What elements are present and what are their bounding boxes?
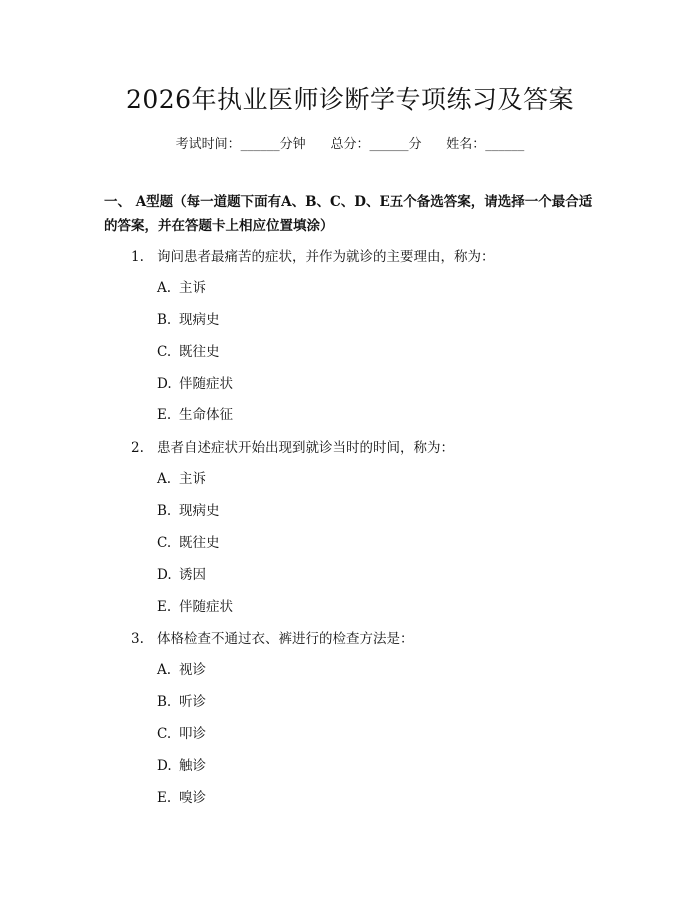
- option-1d: [157, 372, 233, 392]
- option-2b: [157, 499, 220, 519]
- option-letter: B.: [157, 503, 172, 519]
- question-1: [131, 245, 495, 265]
- option-letter: C.: [157, 344, 172, 360]
- option-3d: [157, 754, 206, 774]
- option-1b: [157, 308, 220, 328]
- option-2e: [157, 595, 233, 615]
- question-text: 患者自述症状开始出现到就诊当时的时间，称为：: [157, 440, 454, 456]
- option-3a: [157, 658, 206, 678]
- option-text: 诱因: [179, 567, 206, 583]
- option-text: 嗅诊: [179, 790, 206, 806]
- option-letter: A.: [157, 662, 172, 678]
- option-text: 主诉: [179, 471, 206, 487]
- option-1e: [157, 403, 233, 423]
- option-text: 伴随症状: [179, 376, 233, 392]
- option-1a: [157, 276, 206, 296]
- option-1c: [157, 340, 220, 360]
- option-text: 生命体征: [179, 407, 233, 423]
- section-number: 一、: [104, 194, 131, 210]
- question-text: 询问患者最痛苦的症状，并作为就诊的主要理由，称为：: [157, 249, 495, 265]
- option-text: 既往史: [179, 535, 220, 551]
- option-3b: [157, 690, 206, 710]
- option-letter: E.: [157, 790, 172, 806]
- question-3: [131, 627, 414, 647]
- option-letter: C.: [157, 726, 172, 742]
- option-2d: [157, 563, 206, 583]
- option-letter: B.: [157, 694, 172, 710]
- option-letter: E.: [157, 599, 172, 615]
- total-score-field: 总分：______分: [330, 137, 422, 152]
- section-instructions: A型题（每一道题下面有A、B、C、D、E五个备选答案，请选择一个最合适的答案，并在答题卡上相应位置填涂）: [104, 194, 593, 234]
- option-3e: [157, 786, 206, 806]
- option-letter: C.: [157, 535, 172, 551]
- option-text: 既往史: [179, 344, 220, 360]
- exam-time-field: 考试时间：______分钟: [175, 137, 306, 152]
- question-number: 2.: [131, 440, 144, 456]
- option-letter: A.: [157, 471, 172, 487]
- option-letter: D.: [157, 758, 172, 774]
- option-text: 触诊: [179, 758, 206, 774]
- option-3c: [157, 722, 206, 742]
- section-heading: [104, 190, 604, 238]
- option-letter: B.: [157, 312, 172, 328]
- option-text: 主诉: [179, 280, 206, 296]
- option-2a: [157, 467, 206, 487]
- option-text: 伴随症状: [179, 599, 233, 615]
- option-letter: A.: [157, 280, 172, 296]
- option-text: 现病史: [179, 312, 220, 328]
- option-text: 现病史: [179, 503, 220, 519]
- option-text: 叩诊: [179, 726, 206, 742]
- question-2: [131, 436, 454, 456]
- document-title: 2026年执业医师诊断学专项练习及答案: [125, 85, 575, 114]
- question-number: 1.: [131, 249, 144, 265]
- option-letter: D.: [157, 567, 172, 583]
- option-letter: D.: [157, 376, 172, 392]
- question-number: 3.: [131, 631, 144, 647]
- option-2c: [157, 531, 220, 551]
- option-letter: E.: [157, 407, 172, 423]
- option-text: 听诊: [179, 694, 206, 710]
- question-text: 体格检查不通过衣、裤进行的检查方法是：: [157, 631, 414, 647]
- option-text: 视诊: [179, 662, 206, 678]
- student-name-field: 姓名：______: [446, 137, 525, 152]
- exam-info-line: [0, 133, 700, 152]
